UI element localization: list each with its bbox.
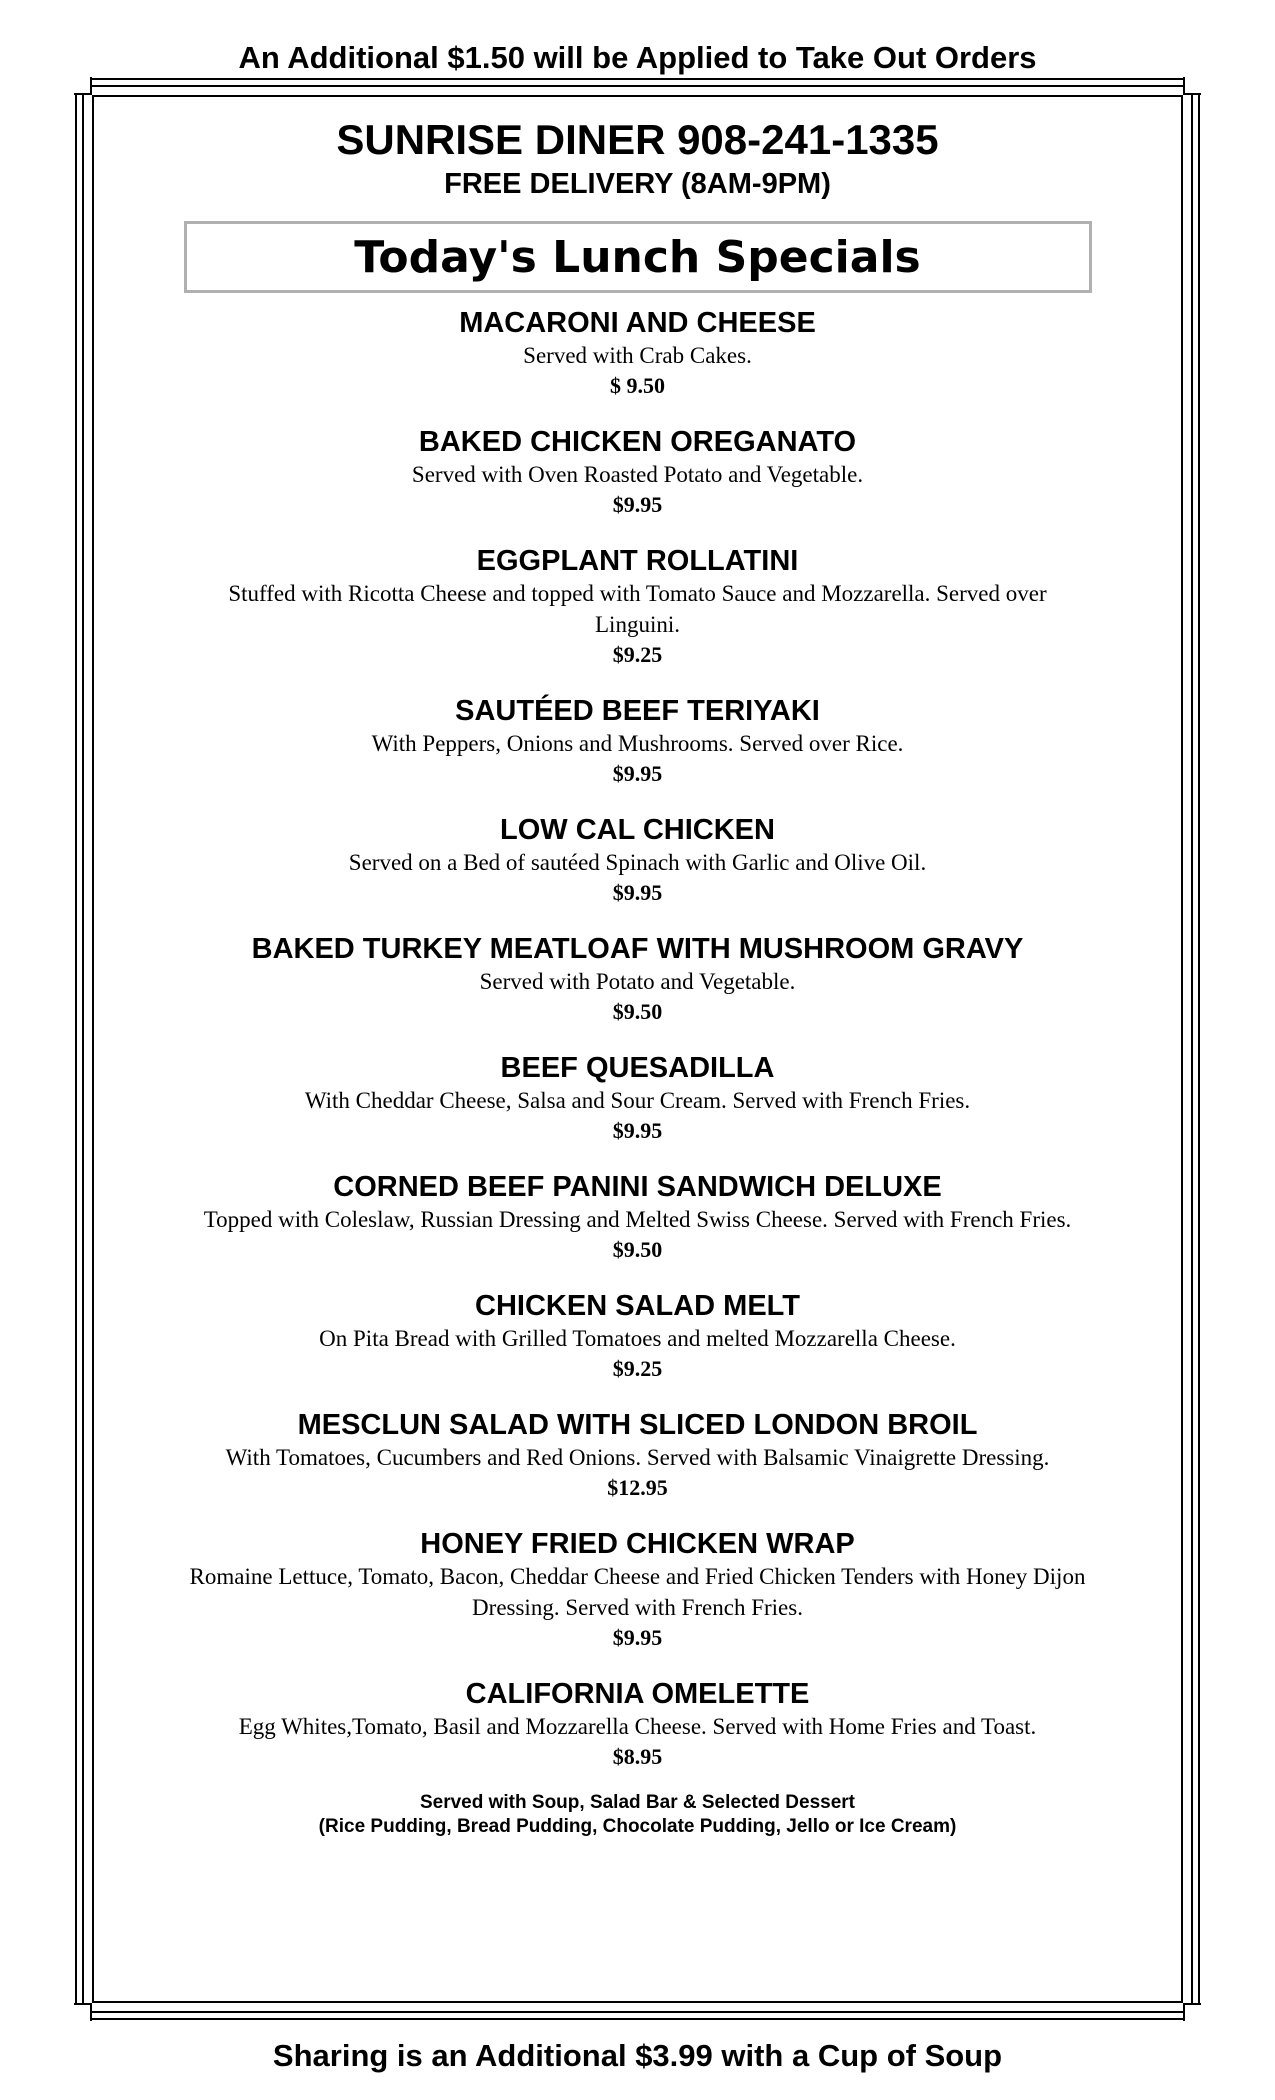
specials-title-box [184,221,1092,293]
item-price: $9.50 [612,1237,663,1262]
diner-name-phone: SUNRISE DINER 908-241-1335 [336,116,939,163]
menu-item [110,1528,1165,1653]
menu-item [110,1052,1165,1146]
menu-item [110,695,1165,789]
item-price: $ 9.50 [610,373,665,398]
item-name: BAKED TURKEY MEATLOAF WITH MUSHROOM GRAVY [251,933,1024,965]
item-price: $9.95 [612,761,663,786]
take-out-note: An Additional $1.50 will be Applied to Take Out Orders [238,40,1037,75]
menu-item [110,933,1165,1027]
item-description: Served with Crab Cakes. [523,343,752,368]
served-with-line-2: (Rice Pudding, Bread Pudding, Chocolate Pudding, Jello or Ice Cream) [318,1816,957,1837]
item-name: EGGPLANT ROLLATINI [476,545,799,577]
item-name: SAUTÉED BEEF TERIYAKI [455,695,820,727]
border-corner-bottom-left [74,2003,92,2021]
menu-item [110,1171,1165,1265]
item-description: Served with Oven Roasted Potato and Vegetable. [411,462,864,487]
item-price: $8.95 [612,1744,663,1769]
item-price: $9.50 [612,999,663,1024]
specials-list [110,307,1165,1772]
item-name: BAKED CHICKEN OREGANATO [418,426,857,458]
item-price: $9.25 [612,1356,663,1381]
item-price: $12.95 [607,1475,668,1500]
item-name: CALIFORNIA OMELETTE [465,1678,810,1710]
menu-item [110,1290,1165,1384]
delivery-hours: FREE DELIVERY (8AM-9PM) [444,168,831,200]
item-name: MESCLUN SALAD WITH SLICED LONDON BROIL [297,1409,978,1441]
border-corner-bottom-right [1183,2003,1201,2021]
specials-title: Today's Lunch Specials [354,231,921,283]
item-name: LOW CAL CHICKEN [500,814,775,846]
menu-content [110,115,1165,1839]
served-with-line-1: Served with Soup, Salad Bar & Selected Dessert [419,1792,856,1813]
served-with-note [110,1791,1165,1839]
menu-item [110,307,1165,401]
item-price: $9.25 [612,642,663,667]
item-price: $9.95 [612,880,663,905]
item-price: $9.95 [612,1625,663,1650]
item-description: With Cheddar Cheese, Salsa and Sour Cream. Served with French Fries. [304,1088,971,1113]
item-name: CHICKEN SALAD MELT [475,1290,800,1322]
item-price: $9.95 [612,492,663,517]
border-corner-top-right [1183,77,1201,95]
item-description: Stuffed with Ricotta Cheese and topped with Tomato Sauce and Mozzarella. Served over Linguini. [228,581,1047,637]
item-name: CORNED BEEF PANINI SANDWICH DELUXE [333,1171,942,1203]
item-description: Served with Potato and Vegetable. [479,969,796,994]
menu-item [110,545,1165,670]
item-description: Romaine Lettuce, Tomato, Bacon, Cheddar Cheese and Fried Chicken Tenders with Honey Dijon Dressing. Served with French Fries. [189,1564,1086,1620]
item-name: BEEF QUESADILLA [500,1052,775,1084]
menu-item [110,1678,1165,1772]
item-name: MACARONI AND CHEESE [459,307,816,339]
item-description: With Tomatoes, Cucumbers and Red Onions. Served with Balsamic Vinaigrette Dressing. [225,1445,1050,1470]
item-description: On Pita Bread with Grilled Tomatoes and melted Mozzarella Cheese. [319,1326,956,1351]
menu-item [110,426,1165,520]
item-description: Served on a Bed of sautéed Spinach with Garlic and Olive Oil. [348,850,927,875]
item-description: With Peppers, Onions and Mushrooms. Served over Rice. [371,731,904,756]
item-description: Egg Whites,Tomato, Basil and Mozzarella Cheese. Served with Home Fries and Toast. [238,1714,1037,1739]
menu-item [110,1409,1165,1503]
item-description: Topped with Coleslaw, Russian Dressing and Melted Swiss Cheese. Served with French Fries. [203,1207,1072,1232]
sharing-note: Sharing is an Additional $3.99 with a Cup of Soup [272,2038,1003,2073]
menu-item [110,814,1165,908]
item-price: $9.95 [612,1118,663,1143]
border-corner-top-left [74,77,92,95]
item-name: HONEY FRIED CHICKEN WRAP [420,1528,855,1560]
